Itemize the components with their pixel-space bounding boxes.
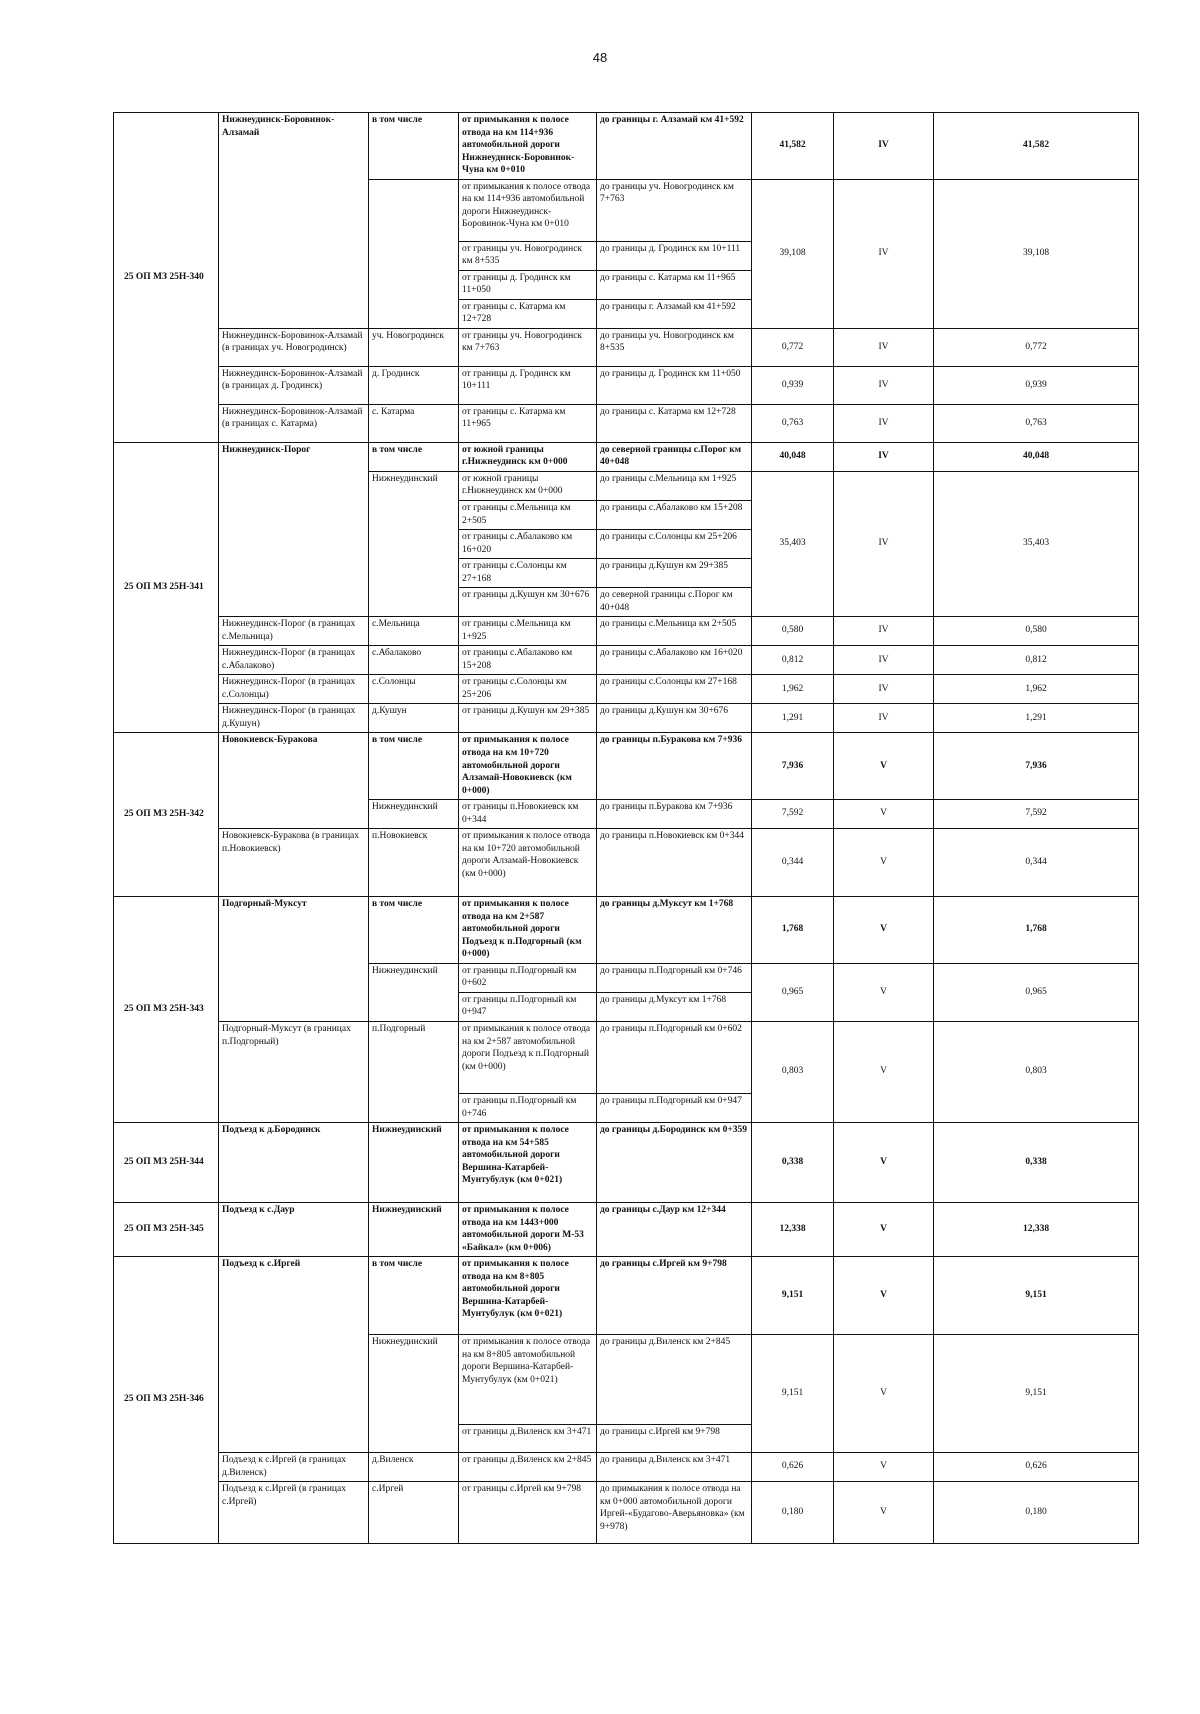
to-cell: до границы п.Новокиевск км 0+344 — [597, 829, 752, 897]
location: Нижнеудинский — [369, 800, 459, 829]
to-cell: до границы п.Подгорный км 0+602 — [597, 1021, 752, 1093]
length: 0,939 — [752, 366, 834, 404]
location: уч. Новогродинск — [369, 328, 459, 366]
from-cell: от границы д. Гродинск км 10+111 — [459, 366, 597, 404]
to-cell: до границы д.Виленск км 3+471 — [597, 1453, 752, 1482]
location: с.Мельница — [369, 617, 459, 646]
category: IV — [834, 366, 934, 404]
from-cell: от границы д.Виленск км 2+845 — [459, 1453, 597, 1482]
total: 41,582 — [934, 113, 1139, 180]
category: V — [834, 733, 934, 800]
length: 9,151 — [752, 1335, 834, 1453]
to-cell: до границы п.Буракова км 7+936 — [597, 733, 752, 800]
total: 0,939 — [934, 366, 1139, 404]
category: IV — [834, 471, 934, 616]
to-cell: до границы д.Муксут км 1+768 — [597, 897, 752, 964]
from-cell: от примыкания к полосе отвода на км 114+936 автомобильной дороги Нижнеудинск-Боровинок-Чуна км 0+010 — [459, 113, 597, 180]
from-cell: от примыкания к полосе отвода на км 10+720 автомобильной дороги Алзамай-Новокиевск (км 0+000) — [459, 733, 597, 800]
road-name: Подгорный-Муксут (в границах п.Подгорный) — [219, 1021, 369, 1122]
from-cell: от примыкания к полосе отвода на км 2+587 автомобильной дороги Подъезд к п.Подгорный (км 0+000) — [459, 1021, 597, 1093]
length: 39,108 — [752, 179, 834, 328]
road-name: Новокиевск-Буракова (в границах п.Новокиевск) — [219, 829, 369, 897]
length: 0,803 — [752, 1021, 834, 1122]
length: 40,048 — [752, 442, 834, 471]
to-cell: до границы д.Кушун км 30+676 — [597, 704, 752, 733]
road-code: 25 ОП МЗ 25Н-342 — [114, 733, 219, 897]
location: с.Абалаково — [369, 646, 459, 675]
location: Нижнеудинский — [369, 1203, 459, 1257]
location: в том числе — [369, 897, 459, 964]
total: 0,812 — [934, 646, 1139, 675]
to-cell: до северной границы с.Порог км 40+048 — [597, 442, 752, 471]
table-row — [114, 675, 1139, 704]
to-cell: до границы уч. Новогродинск км 7+763 — [597, 179, 752, 241]
from-cell: от южной границы г.Нижнеудинск км 0+000 — [459, 442, 597, 471]
to-cell: до границы с.Абалаково км 16+020 — [597, 646, 752, 675]
total: 0,965 — [934, 963, 1139, 1021]
from-cell: от границы п.Подгорный км 0+947 — [459, 992, 597, 1021]
category: V — [834, 1021, 934, 1122]
page-number: 48 — [592, 50, 608, 65]
table-row — [114, 442, 1139, 471]
table-row — [114, 1453, 1139, 1482]
road-name: Нижнеудинск-Порог (в границах д.Кушун) — [219, 704, 369, 733]
total: 1,768 — [934, 897, 1139, 964]
total: 39,108 — [934, 179, 1139, 328]
location: д.Виленск — [369, 1453, 459, 1482]
total: 9,151 — [934, 1335, 1139, 1453]
from-cell: от границы с.Мельница км 1+925 — [459, 617, 597, 646]
road-code: 25 ОП МЗ 25Н-346 — [114, 1257, 219, 1544]
from-cell: от границы с.Абалаково км 16+020 — [459, 530, 597, 559]
location: Нижнеудинский — [369, 471, 459, 616]
category: IV — [834, 328, 934, 366]
from-cell: от примыкания к полосе отвода на км 54+585 автомобильной дороги Вершина-Катарбей-Мунтубулук (км 0+021) — [459, 1123, 597, 1203]
category: IV — [834, 442, 934, 471]
from-cell: от границы уч. Новогродинск км 7+763 — [459, 328, 597, 366]
to-cell: до границы г. Алзамай км 41+592 — [597, 113, 752, 180]
location: п.Новокиевск — [369, 829, 459, 897]
table-row — [114, 1123, 1139, 1203]
category: V — [834, 1203, 934, 1257]
table-row — [114, 1482, 1139, 1544]
to-cell: до примыкания к полосе отвода на км 0+000 автомобильной дороги Иргей-«Будагово-Аверьяновка» (км 9+978) — [597, 1482, 752, 1544]
to-cell: до границы с.Иргей км 9+798 — [597, 1425, 752, 1453]
to-cell: до границы д. Гродинск км 11+050 — [597, 366, 752, 404]
category: V — [834, 897, 934, 964]
to-cell: до границы уч. Новогродинск км 8+535 — [597, 328, 752, 366]
to-cell: до границы п.Подгорный км 0+947 — [597, 1093, 752, 1122]
table-row — [114, 1257, 1139, 1335]
location: п.Подгорный — [369, 1021, 459, 1122]
length: 0,772 — [752, 328, 834, 366]
total: 1,291 — [934, 704, 1139, 733]
category: IV — [834, 404, 934, 442]
to-cell: до северной границы с.Порог км 40+048 — [597, 588, 752, 617]
table-row — [114, 829, 1139, 897]
to-cell: до границы д.Кушун км 29+385 — [597, 559, 752, 588]
location: д.Кушун — [369, 704, 459, 733]
category: V — [834, 1123, 934, 1203]
table-row — [114, 366, 1139, 404]
from-cell: от границы с.Солонцы км 25+206 — [459, 675, 597, 704]
table-row — [114, 733, 1139, 800]
category: V — [834, 963, 934, 1021]
road-name: Нижнеудинск-Порог (в границах с.Мельница) — [219, 617, 369, 646]
length: 0,812 — [752, 646, 834, 675]
total: 9,151 — [934, 1257, 1139, 1335]
road-code: 25 ОП МЗ 25Н-341 — [114, 442, 219, 733]
length: 0,338 — [752, 1123, 834, 1203]
location: с. Катарма — [369, 404, 459, 442]
road-name: Подгорный-Муксут — [219, 897, 369, 1022]
from-cell: от примыкания к полосе отвода на км 10+720 автомобильной дороги Алзамай-Новокиевск (км 0+000) — [459, 829, 597, 897]
road-name: Нижнеудинск-Боровинок-Алзамай — [219, 113, 369, 329]
table-row — [114, 404, 1139, 442]
length: 7,936 — [752, 733, 834, 800]
length: 0,626 — [752, 1453, 834, 1482]
location: Нижнеудинский — [369, 1123, 459, 1203]
table-row — [114, 897, 1139, 964]
total: 0,803 — [934, 1021, 1139, 1122]
table-row — [114, 328, 1139, 366]
category: IV — [834, 704, 934, 733]
to-cell: до границы с.Мельница км 2+505 — [597, 617, 752, 646]
road-code: 25 ОП МЗ 25Н-343 — [114, 897, 219, 1123]
road-name: Нижнеудинск-Боровинок-Алзамай (в границах с. Катарма) — [219, 404, 369, 442]
category: IV — [834, 113, 934, 180]
location: д. Гродинск — [369, 366, 459, 404]
road-code: 25 ОП МЗ 25Н-345 — [114, 1203, 219, 1257]
from-cell: от южной границы г.Нижнеудинск км 0+000 — [459, 471, 597, 500]
from-cell: от границы п.Новокиевск км 0+344 — [459, 800, 597, 829]
category: IV — [834, 675, 934, 704]
length: 0,180 — [752, 1482, 834, 1544]
location: в том числе — [369, 733, 459, 800]
table-row — [114, 617, 1139, 646]
length: 0,965 — [752, 963, 834, 1021]
to-cell: до границы п.Подгорный км 0+746 — [597, 963, 752, 992]
road-name: Подъезд к с.Иргей — [219, 1257, 369, 1453]
to-cell: до границы с.Солонцы км 25+206 — [597, 530, 752, 559]
table-row — [114, 646, 1139, 675]
length: 12,338 — [752, 1203, 834, 1257]
table-row — [114, 704, 1139, 733]
from-cell: от границы п.Подгорный км 0+746 — [459, 1093, 597, 1122]
from-cell: от границы д.Кушун км 29+385 — [459, 704, 597, 733]
location: Нижнеудинский — [369, 963, 459, 1021]
to-cell: до границы д.Виленск км 2+845 — [597, 1335, 752, 1425]
to-cell: до границы г. Алзамай км 41+592 — [597, 299, 752, 328]
length: 0,344 — [752, 829, 834, 897]
to-cell: до границы с.Мельница км 1+925 — [597, 471, 752, 500]
road-name: Подъезд к д.Бородинск — [219, 1123, 369, 1203]
road-register-table — [113, 112, 1139, 1544]
to-cell: до границы с. Катарма км 11+965 — [597, 270, 752, 299]
from-cell: от примыкания к полосе отвода на км 8+805 автомобильной дороги Вершина-Катарбей-Мунтубулук (км 0+021) — [459, 1257, 597, 1335]
category: IV — [834, 646, 934, 675]
from-cell: от примыкания к полосе отвода на км 8+805 автомобильной дороги Вершина-Катарбей-Мунтубулук (км 0+021) — [459, 1335, 597, 1425]
from-cell: от границы п.Подгорный км 0+602 — [459, 963, 597, 992]
length: 7,592 — [752, 800, 834, 829]
category: V — [834, 1257, 934, 1335]
length: 1,768 — [752, 897, 834, 964]
length: 1,962 — [752, 675, 834, 704]
to-cell: до границы с.Солонцы км 27+168 — [597, 675, 752, 704]
total: 0,344 — [934, 829, 1139, 897]
from-cell: от границы д.Кушун км 30+676 — [459, 588, 597, 617]
length: 41,582 — [752, 113, 834, 180]
location: с.Иргей — [369, 1482, 459, 1544]
road-name: Нижнеудинск-Порог (в границах с.Солонцы) — [219, 675, 369, 704]
from-cell: от границы д.Виленск км 3+471 — [459, 1425, 597, 1453]
road-name: Нижнеудинск-Боровинок-Алзамай (в границах уч. Новогродинск) — [219, 328, 369, 366]
to-cell: до границы с.Даур км 12+344 — [597, 1203, 752, 1257]
from-cell: от границы с.Абалаково км 15+208 — [459, 646, 597, 675]
length: 1,291 — [752, 704, 834, 733]
category: V — [834, 1453, 934, 1482]
road-name: Новокиевск-Буракова — [219, 733, 369, 829]
from-cell: от границы с. Катарма км 11+965 — [459, 404, 597, 442]
category: V — [834, 1335, 934, 1453]
total: 0,626 — [934, 1453, 1139, 1482]
to-cell: до границы д.Муксут км 1+768 — [597, 992, 752, 1021]
road-code: 25 ОП МЗ 25Н-344 — [114, 1123, 219, 1203]
from-cell: от примыкания к полосе отвода на км 114+936 автомобильной дороги Нижнеудинск-Боровинок-Чуна км 0+010 — [459, 179, 597, 241]
table-row — [114, 1021, 1139, 1093]
from-cell: от границы д. Гродинск км 11+050 — [459, 270, 597, 299]
category: IV — [834, 179, 934, 328]
table-row — [114, 1203, 1139, 1257]
length: 9,151 — [752, 1257, 834, 1335]
to-cell: до границы д.Бородинск км 0+359 — [597, 1123, 752, 1203]
category: V — [834, 1482, 934, 1544]
total: 35,403 — [934, 471, 1139, 616]
location: в том числе — [369, 1257, 459, 1335]
location: в том числе — [369, 113, 459, 180]
from-cell: от границы с.Мельница км 2+505 — [459, 500, 597, 529]
total: 0,180 — [934, 1482, 1139, 1544]
total: 40,048 — [934, 442, 1139, 471]
road-name: Подъезд к с.Иргей (в границах д.Виленск) — [219, 1453, 369, 1482]
road-name: Нижнеудинск-Боровинок-Алзамай (в границах д. Гродинск) — [219, 366, 369, 404]
category: IV — [834, 617, 934, 646]
road-name: Подъезд к с.Иргей (в границах с.Иргей) — [219, 1482, 369, 1544]
road-name: Подъезд к с.Даур — [219, 1203, 369, 1257]
to-cell: до границы с. Катарма км 12+728 — [597, 404, 752, 442]
location: с.Солонцы — [369, 675, 459, 704]
from-cell: от границы с. Катарма км 12+728 — [459, 299, 597, 328]
category: V — [834, 829, 934, 897]
from-cell: от границы с.Солонцы км 27+168 — [459, 559, 597, 588]
total: 0,338 — [934, 1123, 1139, 1203]
to-cell: до границы с.Иргей км 9+798 — [597, 1257, 752, 1335]
to-cell: до границы п.Буракова км 7+936 — [597, 800, 752, 829]
length: 35,403 — [752, 471, 834, 616]
total: 7,936 — [934, 733, 1139, 800]
total: 0,580 — [934, 617, 1139, 646]
length: 0,763 — [752, 404, 834, 442]
road-code: 25 ОП МЗ 25Н-340 — [114, 113, 219, 443]
location: в том числе — [369, 442, 459, 471]
to-cell: до границы с.Абалаково км 15+208 — [597, 500, 752, 529]
road-name: Нижнеудинск-Порог — [219, 442, 369, 616]
from-cell: от границы с.Иргей км 9+798 — [459, 1482, 597, 1544]
to-cell: до границы д. Гродинск км 10+111 — [597, 241, 752, 270]
category: V — [834, 800, 934, 829]
from-cell: от примыкания к полосе отвода на км 2+587 автомобильной дороги Подъезд к п.Подгорный (км 0+000) — [459, 897, 597, 964]
road-name: Нижнеудинск-Порог (в границах с.Абалаково) — [219, 646, 369, 675]
length: 0,580 — [752, 617, 834, 646]
location: Нижнеудинский — [369, 1335, 459, 1453]
total: 7,592 — [934, 800, 1139, 829]
location — [369, 179, 459, 328]
total: 1,962 — [934, 675, 1139, 704]
from-cell: от границы уч. Новогродинск км 8+535 — [459, 241, 597, 270]
total: 12,338 — [934, 1203, 1139, 1257]
table-row — [114, 113, 1139, 180]
from-cell: от примыкания к полосе отвода на км 1443+000 автомобильной дороги М-53 «Байкал» (км 0+006) — [459, 1203, 597, 1257]
total: 0,763 — [934, 404, 1139, 442]
total: 0,772 — [934, 328, 1139, 366]
